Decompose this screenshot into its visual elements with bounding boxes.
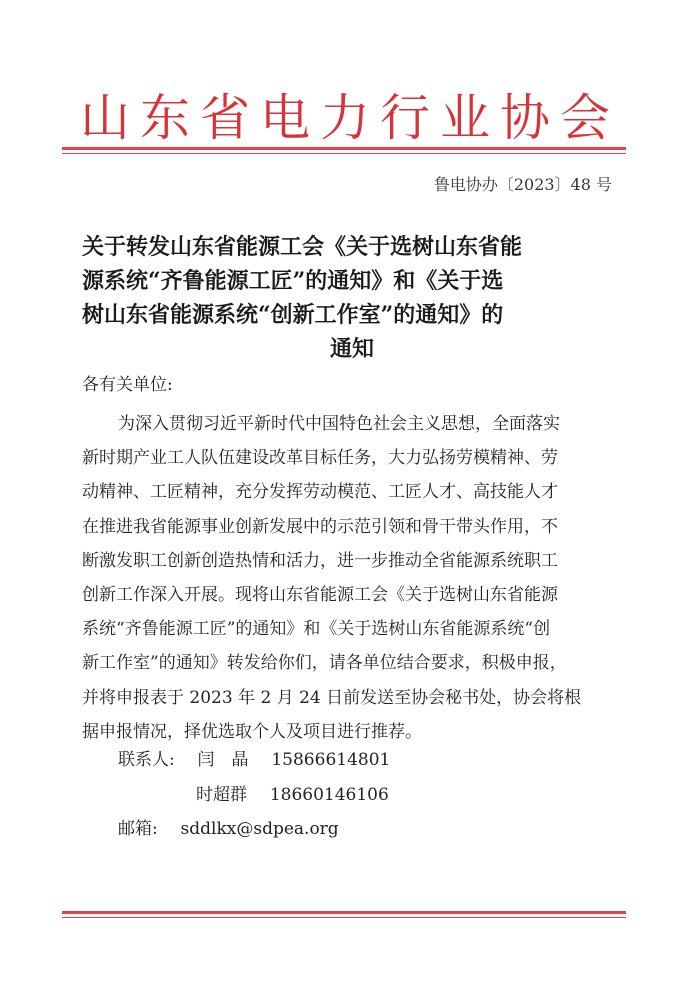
contact-name: 闫 晶 — [197, 750, 249, 770]
footer-rule-thin — [62, 917, 626, 918]
title-line: 通知 — [329, 336, 374, 362]
body-line: 新工作室”的通知》转发给你们，请各单位结合要求，积极申报， — [82, 653, 567, 674]
body-line: 断激发职工创新创造热情和活力，进一步推动全省能源系统职工 — [82, 550, 558, 571]
title-line: 树山东省能源系统“创新工作室”的通知》的 — [82, 302, 504, 328]
title-line: 关于转发山东省能源工会《关于选树山东省能 — [82, 234, 523, 260]
contact-email — [118, 817, 339, 841]
body-line: 为深入贯彻习近平新时代中国特色社会主义思想，全面落实 — [118, 414, 560, 434]
contact-person-2 — [196, 783, 389, 807]
body-text — [82, 407, 622, 749]
title-line: 源系统“齐鲁能源工匠”的通知》和《关于选 — [82, 268, 504, 294]
salutation: 各有关单位: — [82, 375, 173, 395]
body-line: 据申报情况，择优选取个人及项目进行推荐。 — [82, 721, 422, 742]
body-line: 新时期产业工人队伍建设改革目标任务，大力弘扬劳模精神、劳 — [82, 448, 558, 469]
body-line: 动精神、工匠精神，充分发挥劳动模范、工匠人才、高技能人才 — [82, 482, 558, 503]
footer-rule-thick — [62, 911, 626, 914]
contact-phone: 15866614801 — [271, 750, 391, 770]
email-label: 邮箱: — [118, 819, 158, 839]
body-line: 系统“齐鲁能源工匠”的通知》和《关于选树山东省能源系统“创 — [82, 619, 551, 640]
header-rule-thin — [62, 153, 626, 154]
email-address: sddlkx@sdpea.org — [180, 819, 339, 839]
header-rule-thick — [62, 147, 626, 150]
body-line: 创新工作深入开展。现将山东省能源工会《关于选树山东省能源 — [82, 585, 558, 606]
org-header: 山东省电力行业协会 — [80, 89, 620, 147]
document-title — [82, 230, 622, 366]
document-number: 鲁电协办〔2023〕48 号 — [433, 175, 612, 194]
contact-phone: 18660146106 — [269, 785, 389, 805]
contact-person-1 — [118, 748, 390, 772]
contact-name: 时超群 — [196, 785, 247, 805]
body-line: 在推进我省能源事业创新发展中的示范引领和骨干带头作用，不 — [82, 516, 558, 537]
body-line: 并将申报表于 2023 年 2 月 24 日前发送至协会秘书处，协会将根 — [82, 687, 582, 708]
contact-label: 联系人: — [118, 750, 175, 770]
